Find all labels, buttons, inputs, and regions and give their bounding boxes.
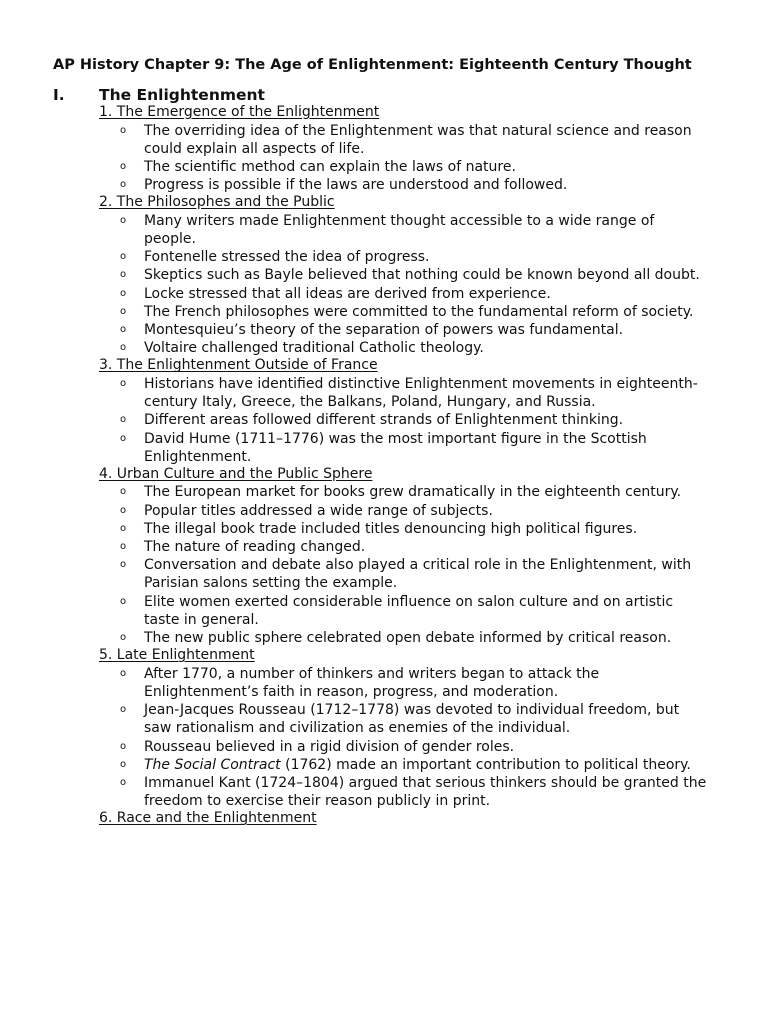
subsection-title: 1. The Emergence of the Enlightenment bbox=[99, 104, 380, 120]
circle-bullet-icon: o bbox=[120, 740, 127, 752]
list-item: o After 1770, a number of thinkers and writers began to attack the Enlightenment’s faith in reason, progress, and moderation. bbox=[120, 665, 600, 700]
subsection-late-enlightenment bbox=[99, 647, 708, 810]
list-item: o The French philosophes were committed to the fundamental reform of society. bbox=[120, 303, 694, 320]
list-item: o The scientific method can explain the laws of nature. bbox=[120, 158, 516, 175]
subsection-race bbox=[99, 810, 708, 828]
section-title: The Enlightenment bbox=[99, 86, 265, 104]
list-item: o The Social Contract (1762) made an important contribution to political theory. bbox=[120, 756, 691, 773]
list-item: o Different areas followed different strands of Enlightenment thinking. bbox=[120, 412, 624, 429]
subsection-urban-culture bbox=[99, 466, 708, 647]
list-item: o The illegal book trade included titles denouncing high political figures. bbox=[120, 520, 638, 537]
subsection-title: 5. Late Enlightenment bbox=[99, 647, 255, 664]
list-item: o The nature of reading changed. bbox=[120, 539, 366, 556]
list-item: o Historians have identified distinctive Enlightenment movements in eighteenth-century Italy, Greece, the Balkans, Poland, Hungary, and Russia. bbox=[120, 375, 698, 411]
circle-bullet-icon: o bbox=[120, 269, 127, 281]
bullet-list bbox=[99, 212, 708, 358]
circle-bullet-icon: o bbox=[120, 541, 127, 553]
list-item: o Jean-Jacques Rousseau (1712–1778) was devoted to individual freedom, but saw rationalism and civilization as enemies of the individual. bbox=[120, 702, 680, 737]
circle-bullet-icon: o bbox=[120, 287, 127, 299]
bullet-list bbox=[99, 483, 708, 647]
list-item: o Elite women exerted considerable influence on salon culture and on artistic taste in general. bbox=[120, 593, 674, 628]
list-item: o Montesquieu’s theory of the separation of powers was fundamental. bbox=[120, 322, 624, 339]
circle-bullet-icon: o bbox=[120, 504, 127, 516]
book-title: The Social Contract bbox=[144, 756, 281, 773]
circle-bullet-icon: o bbox=[120, 214, 127, 226]
circle-bullet-icon: o bbox=[120, 522, 127, 534]
bullet-list bbox=[99, 665, 708, 811]
list-item: o Rousseau believed in a rigid division of gender roles. bbox=[120, 738, 515, 755]
circle-bullet-icon: o bbox=[120, 777, 127, 788]
circle-bullet-icon: o bbox=[120, 432, 127, 444]
list-item: o Progress is possible if the laws are understood and followed. bbox=[120, 177, 568, 194]
section-numeral: I. bbox=[53, 86, 65, 104]
list-item: o Conversation and debate also played a critical role in the Enlightenment, with Parisian salons setting the example. bbox=[120, 557, 692, 592]
document-title: AP History Chapter 9: The Age of Enlightenment: Eighteenth Century Thought bbox=[53, 57, 692, 73]
circle-bullet-icon: o bbox=[120, 632, 127, 644]
subsection-title: 6. Race and the Enlightenment bbox=[99, 810, 317, 827]
list-item: o Voltaire challenged traditional Catholic theology. bbox=[120, 340, 484, 357]
circle-bullet-icon: o bbox=[120, 305, 127, 317]
circle-bullet-icon: o bbox=[120, 595, 127, 607]
list-item: o Skeptics such as Bayle believed that nothing could be known beyond all doubt. bbox=[120, 267, 700, 284]
list-item: o Fontenelle stressed the idea of progress. bbox=[120, 249, 430, 266]
circle-bullet-icon: o bbox=[120, 758, 127, 770]
circle-bullet-icon: o bbox=[120, 559, 127, 571]
bullet-list bbox=[99, 375, 708, 466]
subsection-philosophes bbox=[99, 194, 708, 357]
list-item: o The overriding idea of the Enlightenment was that natural science and reason could explain all aspects of life. bbox=[120, 122, 692, 157]
circle-bullet-icon: o bbox=[120, 179, 127, 191]
circle-bullet-icon: o bbox=[120, 704, 127, 716]
subsection-title: 2. The Philosophes and the Public bbox=[99, 194, 335, 211]
circle-bullet-icon: o bbox=[120, 667, 127, 679]
list-item: o Many writers made Enlightenment thought accessible to a wide range of people. bbox=[120, 212, 655, 248]
subsection-title: 4. Urban Culture and the Public Sphere bbox=[99, 465, 373, 482]
list-item: o The new public sphere celebrated open debate informed by critical reason. bbox=[120, 630, 672, 647]
list-item: o Immanuel Kant (1724–1804) argued that serious thinkers should be granted the freedom to exercise their reason publicly in print. bbox=[120, 775, 707, 810]
list-item: o Popular titles addressed a wide range of subjects. bbox=[120, 502, 493, 519]
circle-bullet-icon: o bbox=[120, 251, 127, 263]
list-item: o Locke stressed that all ideas are derived from experience. bbox=[120, 285, 551, 302]
bullet-list bbox=[99, 122, 708, 195]
circle-bullet-icon: o bbox=[120, 124, 127, 136]
circle-bullet-icon: o bbox=[120, 486, 127, 498]
circle-bullet-icon: o bbox=[120, 342, 127, 354]
list-item: o The European market for books grew dramatically in the eighteenth century. bbox=[120, 484, 682, 501]
list-item: o David Hume (1711–1776) was the most important figure in the Scottish Enlightenment. bbox=[120, 430, 647, 465]
subsection-emergence bbox=[99, 104, 708, 194]
subsection-title: 3. The Enlightenment Outside of France bbox=[99, 357, 378, 374]
circle-bullet-icon: o bbox=[120, 160, 127, 172]
circle-bullet-icon: o bbox=[120, 324, 127, 336]
section-heading bbox=[53, 86, 708, 104]
subsection-outside-france bbox=[99, 357, 708, 466]
circle-bullet-icon: o bbox=[120, 377, 127, 389]
circle-bullet-icon: o bbox=[120, 414, 127, 426]
